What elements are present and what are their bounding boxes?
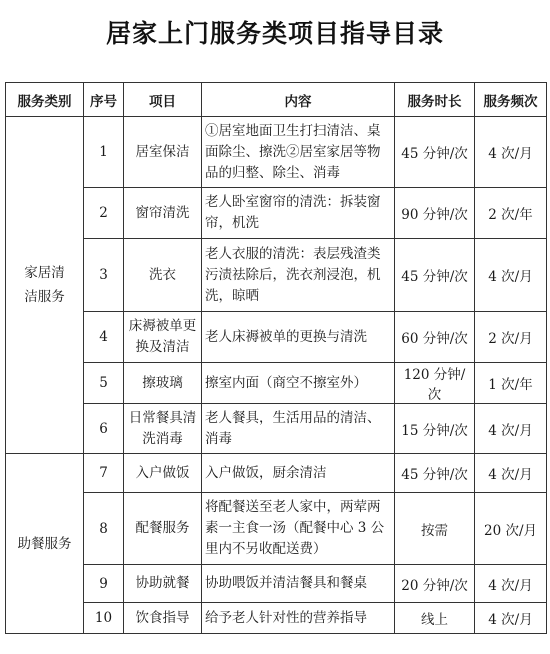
row-item: 居室保洁 — [124, 117, 202, 188]
row-frequency: 2 次/年 — [475, 188, 547, 239]
row-duration: 120 分钟/次 — [395, 363, 475, 404]
table-row — [6, 117, 547, 188]
row-no: 1 — [84, 117, 124, 188]
row-frequency: 20 次/月 — [475, 493, 547, 565]
header-frequency: 服务频次 — [475, 83, 547, 117]
row-no: 8 — [84, 493, 124, 565]
service-catalog-table — [5, 82, 547, 634]
row-frequency: 1 次/年 — [475, 363, 547, 404]
row-item: 擦玻璃 — [124, 363, 202, 404]
row-frequency: 4 次/月 — [475, 454, 547, 493]
row-duration: 45 分钟/次 — [395, 117, 475, 188]
row-content: 老人餐具，生活用品的清洁、消毒 — [202, 404, 395, 454]
row-duration: 20 分钟/次 — [395, 565, 475, 603]
row-frequency: 4 次/月 — [475, 404, 547, 454]
row-frequency: 4 次/月 — [475, 239, 547, 312]
document-title: 居家上门服务类项目指导目录 — [105, 19, 444, 48]
row-item: 配餐服务 — [124, 493, 202, 565]
table-row — [6, 454, 547, 493]
row-frequency: 4 次/月 — [475, 565, 547, 603]
row-duration: 45 分钟/次 — [395, 239, 475, 312]
row-duration: 按需 — [395, 493, 475, 565]
row-no: 2 — [84, 188, 124, 239]
row-no: 5 — [84, 363, 124, 404]
row-item: 日常餐具清洗消毒 — [124, 404, 202, 454]
table-row — [6, 493, 547, 565]
row-no: 7 — [84, 454, 124, 493]
table-row — [6, 363, 547, 404]
row-item: 洗衣 — [124, 239, 202, 312]
row-item: 饮食指导 — [124, 603, 202, 634]
row-item: 床褥被单更换及清洁 — [124, 312, 202, 363]
row-item: 入户做饭 — [124, 454, 202, 493]
header-content: 内容 — [202, 83, 395, 117]
row-item: 协助就餐 — [124, 565, 202, 603]
row-no: 3 — [84, 239, 124, 312]
category-label: 助餐服务 — [17, 535, 72, 552]
table-row — [6, 312, 547, 363]
row-duration: 90 分钟/次 — [395, 188, 475, 239]
row-no: 4 — [84, 312, 124, 363]
header-no: 序号 — [84, 83, 124, 117]
row-no: 9 — [84, 565, 124, 603]
row-content: 协助喂饭并清洁餐具和餐桌 — [202, 565, 395, 603]
row-frequency: 4 次/月 — [475, 117, 547, 188]
row-content: 入户做饭，厨余清洁 — [202, 454, 395, 493]
row-content: 给予老人针对性的营养指导 — [202, 603, 395, 634]
category-cell-cleaning — [6, 117, 84, 454]
row-duration: 60 分钟/次 — [395, 312, 475, 363]
row-content: 擦室内面（商空不擦室外） — [202, 363, 395, 404]
table-row — [6, 565, 547, 603]
table-row — [6, 404, 547, 454]
row-no: 10 — [84, 603, 124, 634]
header-item: 项目 — [124, 83, 202, 117]
row-item: 窗帘清洗 — [124, 188, 202, 239]
category-label: 家居清洁服务 — [24, 265, 65, 305]
row-content: 老人床褥被单的更换与清洗 — [202, 312, 395, 363]
row-content: 老人卧室窗帘的清洗：拆装窗帘，机洗 — [202, 188, 395, 239]
header-category: 服务类别 — [6, 83, 84, 117]
table-row — [6, 239, 547, 312]
row-no: 6 — [84, 404, 124, 454]
header-duration: 服务时长 — [395, 83, 475, 117]
row-duration: 45 分钟/次 — [395, 454, 475, 493]
category-cell-meal — [6, 454, 84, 634]
row-frequency: 4 次/月 — [475, 603, 547, 634]
row-frequency: 2 次/月 — [475, 312, 547, 363]
table-row — [6, 188, 547, 239]
row-duration: 15 分钟/次 — [395, 404, 475, 454]
row-content: 将配餐送至老人家中，两荤两素一主食一汤（配餐中心 3 公里内不另收配送费） — [202, 493, 395, 565]
row-content: 老人衣服的清洗：表层残渣类污渍祛除后，洗衣剂浸泡，机洗，晾晒 — [202, 239, 395, 312]
table-header-row — [6, 83, 547, 117]
row-duration: 线上 — [395, 603, 475, 634]
row-content: ①居室地面卫生打扫清洁、桌面除尘、擦洗②居室家居等物品的归整、除尘、消毒 — [202, 117, 395, 188]
table-row — [6, 603, 547, 634]
